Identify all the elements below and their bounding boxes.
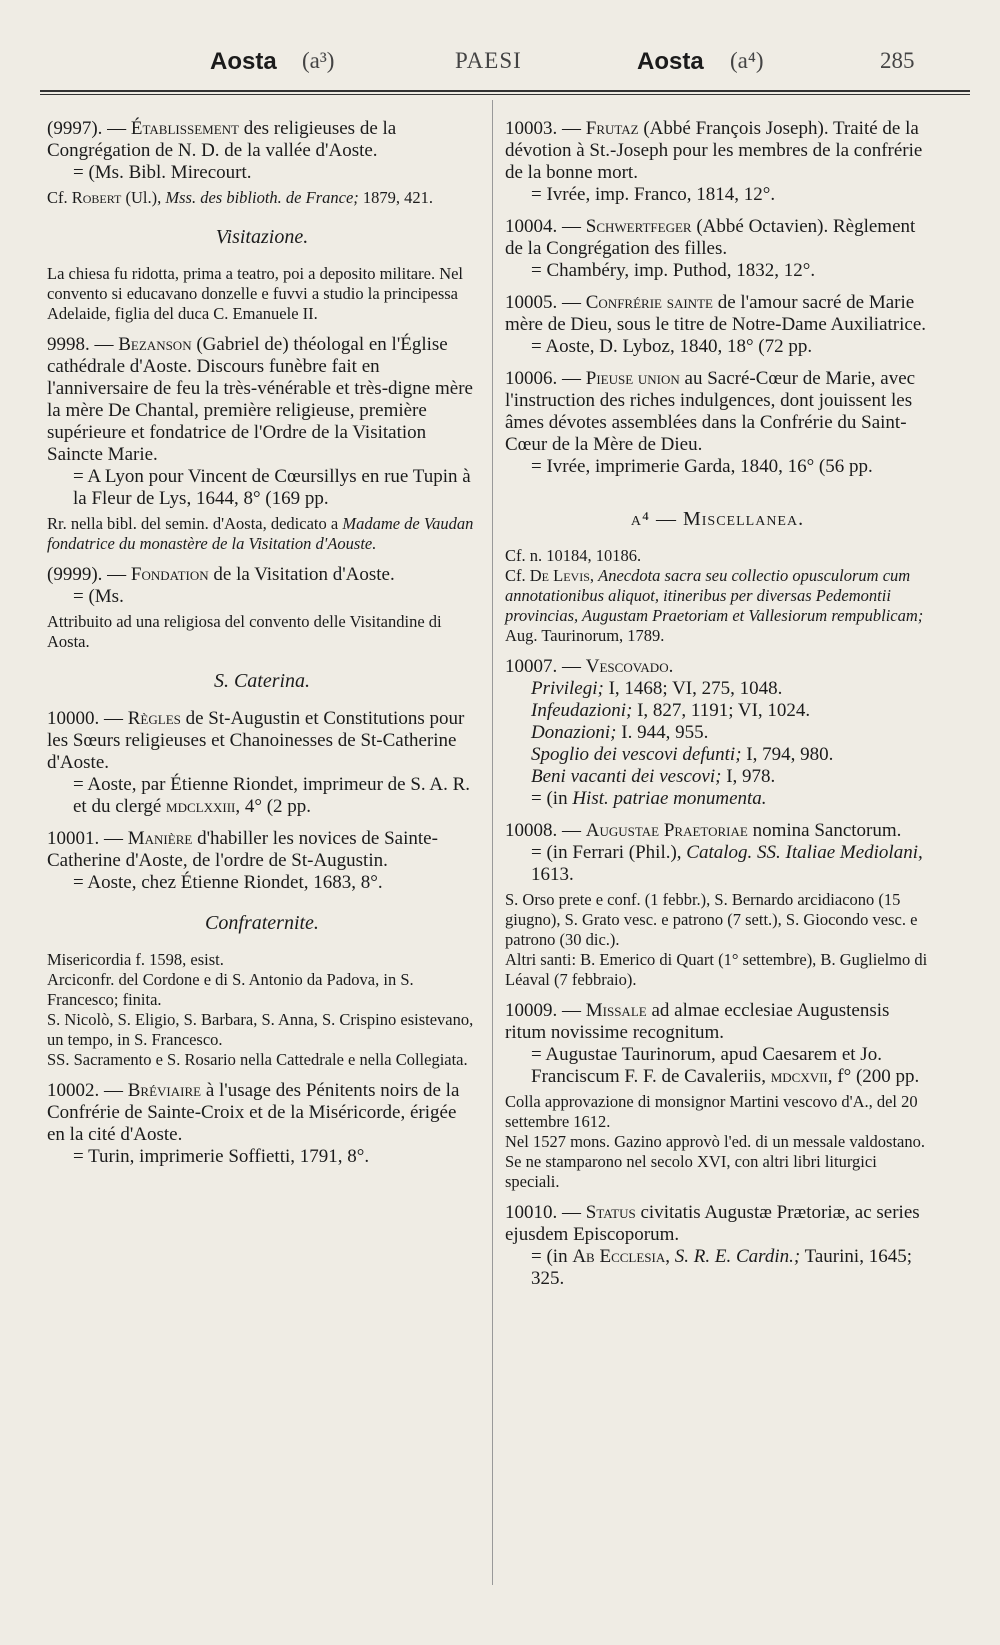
entry-author: Pieuse union — [585, 368, 680, 389]
confraternita-3: S. Nicolò, S. Eligio, S. Barbara, S. Anna, S. Crispino esistevano, un tempo, in S. Francesco. — [47, 1010, 474, 1049]
entry-note: Nel 1527 mons. Gazino approvò l'ed. di un messale valdostano. Se ne stamparono nel secolo XVI, con altri libri liturgici speciali. — [505, 1132, 925, 1191]
entry-location: = Aoste, par Étienne Riondet, imprimeur de S. A. R. et du clergé mdclxxiii, 4° (2 pp. — [73, 774, 470, 817]
entry-10010: 10010. — Status civitatis Augustæ Prætoriæ, ac series ejusdem Episcoporum. = (in Ab Ecclesia, S. R. E. Cardin.; Taurini, 1645; 325. — [505, 1202, 930, 1290]
entry-note: Colla approvazione di monsignor Martini vescovo d'A., del 20 settembre 1612. — [505, 1092, 918, 1131]
section-miscellanea: a⁴ — Miscellanea. — [630, 508, 805, 530]
header-left-mark: (a³) — [302, 48, 335, 73]
entry-note: S. Orso prete e conf. (1 febbr.), S. Bernardo arcidiacono (15 giugno), S. Grato vesc. e patrono (7 sett.), S. Giocondo vesc. e patrono (30 dic.). — [505, 890, 918, 949]
entry-9998: 9998. — Bezanson (Gabriel de) théologal en l'Église cathédrale d'Aoste. Discours funèbre fait en l'anniversaire de feu la très-vénérable et très-digne mère la mère De Chantal, première religieuse, première supérieure et fondatrice de l'Ordre de la Visitation Saincte Marie. = A Lyon pour Vincent de Cœursillys en rue Tupin à la Fleur de Lys, 1644, 8° (169 pp. Rr. nella bibl. del semin. d'Aosta, dedicato a Madame de Vaudan fondatrice du monastère de la Visitation d'Aouste. — [47, 334, 477, 554]
confraternita-1: Misericordia f. 1598, esist. — [47, 950, 224, 969]
entry-10003: 10003. — Frutaz (Abbé François Joseph). Traité de la dévotion à St.-Joseph pour les membres de la confrérie de la bonne mort. = Ivrée, imp. Franco, 1814, 12°. — [505, 118, 930, 206]
entry-10006: 10006. — Pieuse union au Sacré-Cœur de Marie, avec l'instruction des riches indulgences, dont jouissent les âmes dévotes assemblées dans la Confrérie du Saint-Cœur de la Mère de Dieu. = Ivrée, imprimerie Garda, 1840, 16° (56 pp. — [505, 368, 930, 478]
entry-10000: 10000. — Règles de St-Augustin et Constitutions pour les Sœurs religieuses et Chanoinesses de St-Catherine d'Aoste. = Aoste, par Étienne Riondet, imprimeur de S. A. R. et du clergé mdclxxiii, 4° (2 pp. — [47, 708, 477, 818]
section-visitazione: Visitazione. — [215, 226, 309, 248]
entry-location: = (Ms. Bibl. Mirecourt. — [73, 162, 252, 183]
entry-10005: 10005. — Confrérie sainte de l'amour sacré de Marie mère de Dieu, sous le titre de Notre-Dame Auxiliatrice. = Aoste, D. Lyboz, 1840, 18° (72 pp. — [505, 292, 930, 358]
running-header — [40, 48, 960, 88]
entry-location: = Turin, imprimerie Soffietti, 1791, 8°. — [73, 1146, 370, 1167]
confraternita-4: SS. Sacramento e S. Rosario nella Cattedrale e nella Collegiata. — [47, 1050, 468, 1069]
entry-location: = Aoste, D. Lyboz, 1840, 18° (72 pp. — [531, 336, 813, 357]
right-column — [505, 118, 930, 1300]
column-divider — [492, 100, 493, 1585]
entry-author: Schwertfeger — [585, 216, 692, 237]
entry-location: = (Ms. — [73, 586, 124, 607]
page-number: 285 — [880, 48, 915, 73]
misc-crossref: Cf. n. 10184, 10186. — [505, 546, 642, 565]
entry-9999: (9999). — Fondation de la Visitation d'Aoste. = (Ms. Attribuito ad una religiosa del convento delle Visitandine di Aosta. — [47, 564, 477, 652]
entry-location: = Chambéry, imp. Puthod, 1832, 12°. — [531, 260, 816, 281]
visitazione-note: La chiesa fu ridotta, prima a teatro, poi a deposito militare. Nel convento si educavano donzelle e fuvvi a studio la principessa Adelaide, figlia del duca C. Emanuele II. — [47, 264, 464, 323]
entry-author: Bréviaire — [127, 1080, 202, 1101]
entry-author: Status — [585, 1202, 636, 1223]
entry-location: = (in Hist. patriae monumenta. — [531, 788, 767, 809]
entry-author: Missale — [585, 1000, 647, 1021]
section-caterina: S. Caterina. — [213, 670, 311, 692]
header-left-title: Aosta — [210, 48, 277, 75]
entry-location: = A Lyon pour Vincent de Cœursillys en rue Tupin à la Fleur de Lys, 1644, 8° (169 pp. — [73, 466, 471, 509]
header-center: PAESI — [455, 48, 522, 73]
entry-location: = (in Ab Ecclesia, S. R. E. Cardin.; Taurini, 1645; 325. — [531, 1246, 912, 1289]
entry-10009: 10009. — Missale ad almae ecclesiae Augustensis ritum novissime recognitum. = Augustae Taurinorum, apud Caesarem et Jo. Franciscum F. F. de Cavaleriis, mdcxvii, f° (200 pp. Colla approvazione di monsignor Martini vescovo d'A., del 20 settembre 1612. Nel 1527 mons. Gazino approvò l'ed. di un messale valdostano. Se ne stamparono nel secolo XVI, con altri libri liturgici speciali. — [505, 1000, 930, 1192]
confraternita-2: Arciconfr. del Cordone e di S. Antonio da Padova, in S. Francesco; finita. — [47, 970, 414, 1009]
entry-10004: 10004. — Schwertfeger (Abbé Octavien). Règlement de la Congrégation des filles. = Chambéry, imp. Puthod, 1832, 12°. — [505, 216, 930, 282]
section-confraternite: Confraternite. — [205, 912, 319, 934]
left-column — [47, 118, 477, 1178]
entry-location: = Ivrée, imprimerie Garda, 1840, 16° (56 pp. — [531, 456, 873, 477]
entry-author: Fondation — [130, 564, 209, 585]
entry-author: Bezanson — [118, 334, 192, 355]
header-right-mark: (a⁴) — [730, 48, 764, 73]
entry-location: = (in Ferrari (Phil.), Catalog. SS. Italiae Mediolani, 1613. — [531, 842, 923, 885]
entry-note: Altri santi: B. Emerico di Quart (1° settembre), B. Guglielmo di Léaval (7 febbraio). — [505, 950, 928, 989]
entry-9997: (9997). — Établissement des religieuses de la Congrégation de N. D. de la vallée d'Aoste. = (Ms. Bibl. Mirecourt. Cf. Robert (Ul.), Mss. des biblioth. de France; 1879, 421. — [47, 118, 477, 208]
entry-location: = Ivrée, imp. Franco, 1814, 12°. — [531, 184, 776, 205]
entry-author: Confrérie sainte — [585, 292, 713, 313]
entry-author: Augustae Praetoriae — [585, 820, 748, 841]
entry-author: Manière — [127, 828, 193, 849]
entry-note: Attribuito ad una religiosa del convento delle Visitandine di Aosta. — [47, 612, 442, 651]
entry-10008: 10008. — Augustae Praetoriae nomina Sanctorum. = (in Ferrari (Phil.), Catalog. SS. Italiae Mediolani, 1613. S. Orso prete e conf. (1 febbr.), S. Bernardo arcidiacono (15 giugno), S. Grato vesc. e patrono (7 sett.), S. Giocondo vesc. e patrono (30 dic.). Altri santi: B. Emerico di Quart (1° settembre), B. Guglielmo di Léaval (7 febbraio). — [505, 820, 930, 990]
entry-10001: 10001. — Manière d'habiller les novices de Sainte-Catherine d'Aoste, de l'ordre de St-Augustin. = Aoste, chez Étienne Riondet, 1683, 8°. — [47, 828, 477, 894]
entry-location: = Aoste, chez Étienne Riondet, 1683, 8°. — [73, 872, 383, 893]
entry-location: = Augustae Taurinorum, apud Caesarem et Jo. Franciscum F. F. de Cavaleriis, mdcxvii, f° (200 pp. — [531, 1044, 920, 1087]
header-right-title: Aosta — [637, 48, 704, 75]
entry-author: Vescovado. — [585, 656, 674, 677]
entry-10002: 10002. — Bréviaire à l'usage des Pénitents noirs de la Confrérie de Sainte-Croix et de la Miséricorde, érigée en la cité d'Aoste. = Turin, imprimerie Soffietti, 1791, 8°. — [47, 1080, 477, 1168]
entry-author: Établissement — [130, 118, 239, 139]
entry-note: Cf. Robert (Ul.), Mss. des biblioth. de France; 1879, 421. — [47, 188, 434, 207]
entry-note: Rr. nella bibl. del semin. d'Aosta, dedicato a Madame de Vaudan fondatrice du monastère de la Visitation d'Aouste. — [47, 514, 474, 553]
entry-author: Frutaz — [585, 118, 639, 139]
entry-author: Règles — [127, 708, 181, 729]
header-rule — [40, 90, 970, 95]
misc-reference: Cf. De Levis, Anecdota sacra seu collectio opusculorum cum annotationibus aliquot, itineribus per diversas Pedemontii provincias, Augustam Praetoriam et Vallesiorum rempublicam; Aug. Taurinorum, 1789. — [505, 566, 924, 645]
entry-10007: 10007. — Vescovado. Privilegi; I, 1468; VI, 275, 1048. Infeudazioni; I, 827, 1191; VI, 1024. Donazioni; I. 944, 955. Spoglio dei vescovi defunti; I, 794, 980. Beni vacanti dei vescovi; I, 978. = (in Hist. patriae monumenta. — [505, 656, 930, 810]
